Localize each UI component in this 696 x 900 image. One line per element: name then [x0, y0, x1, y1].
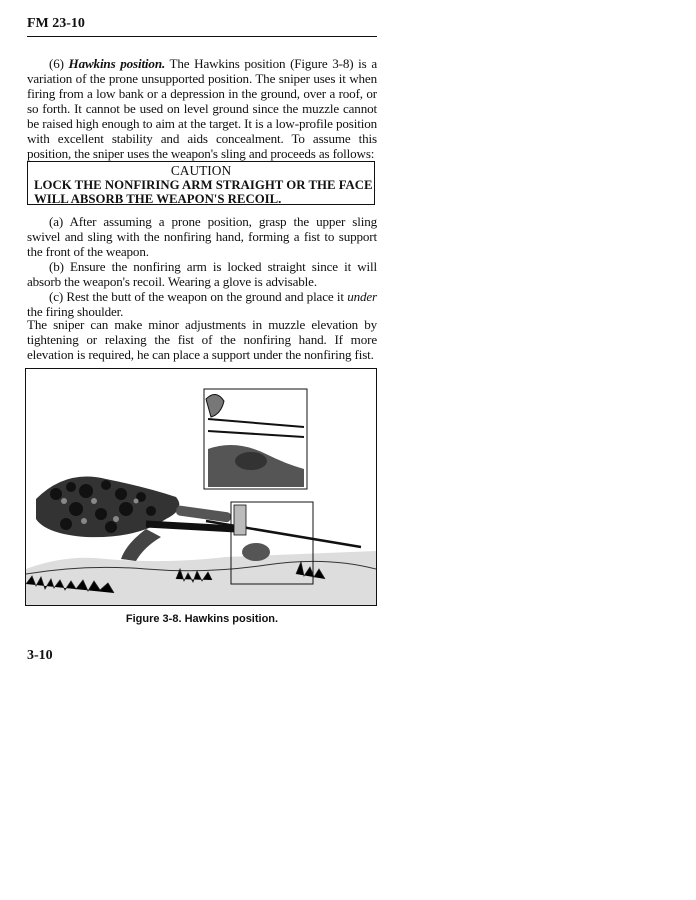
steps-list: [27, 214, 377, 319]
step-c-emphasis: under: [347, 289, 377, 304]
step-b: (b) Ensure the nonfiring arm is locked straight since it will absorb the weapon's recoil. Wearing a glove is advisable.: [27, 259, 377, 289]
manual-id: FM 23-10: [27, 16, 85, 31]
caution-text: LOCK THE NONFIRING ARM STRAIGHT OR THE FACE WILL ABSORB THE WEAPON'S RECOIL.: [34, 178, 373, 206]
intro-number: (6): [49, 56, 69, 71]
page-header: [27, 12, 377, 37]
caution-title: CAUTION: [170, 163, 232, 178]
step-c-post: the firing shoulder.: [27, 304, 124, 319]
figure-caption: Figure 3-8. Hawkins position.: [125, 613, 279, 625]
figure-hawkins-position: [25, 368, 377, 606]
intro-title: Hawkins position.: [68, 56, 166, 71]
page-number: 3-10: [27, 648, 53, 663]
step-a: (a) After assuming a prone position, grasp the upper sling swivel and sling with the nonfiring hand, forming a fist to support the front of the weapon.: [27, 214, 377, 259]
caution-box: [27, 161, 375, 205]
intro-paragraph: [27, 56, 377, 161]
step-c-pre: (c) Rest the butt of the weapon on the ground and place it: [49, 289, 348, 304]
figure-illustration: [26, 369, 376, 605]
step-c: [27, 289, 377, 319]
intro-text: The Hawkins position (Figure 3-8) is a variation of the prone unsupported position. The sniper uses it when firing from a low bank or a depression in the ground, over a roof, or so forth. It cannot be used on level ground since the muzzle cannot be raised high enough to aim at the target. It is a low-profile position with excellent stability and aids concealment. To assume this position, the sniper uses the weapon's sling and proceeds as follows:: [27, 56, 377, 161]
closing-paragraph: The sniper can make minor adjustments in muzzle elevation by tightening or relaxing the fist of the nonfiring hand. If more elevation is required, he can place a support under the nonfiring fist.: [27, 317, 377, 362]
